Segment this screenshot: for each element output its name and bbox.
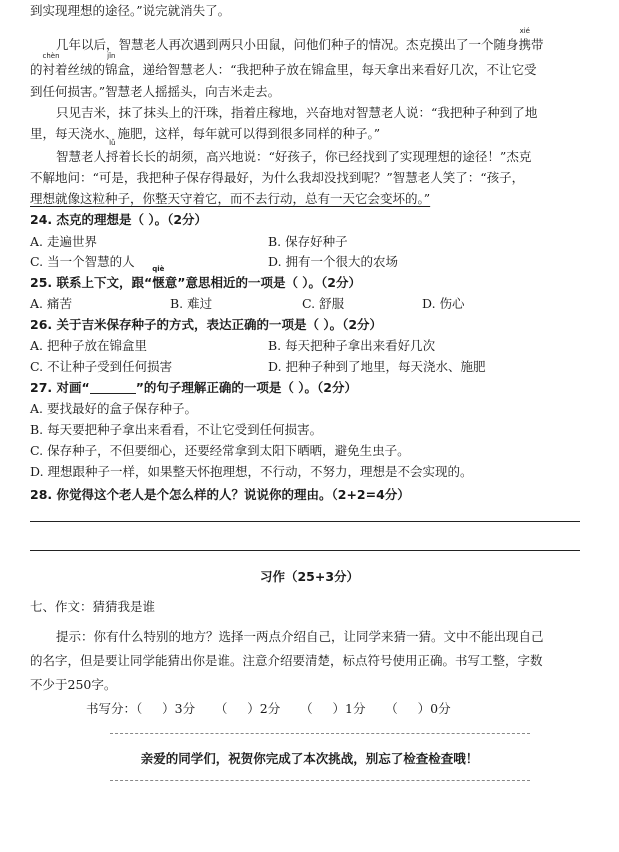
writing-tip: 不少于250字。 xyxy=(30,677,117,692)
option-a: A. 要找最好的盒子保存种子。 xyxy=(30,401,197,416)
ruby-char: chèn 衬 xyxy=(42,52,60,77)
ruby-char: jǐn 锦 xyxy=(105,52,118,77)
question-27: 27. 对画“ ”的句子理解正确的一项是（ ）。（2分） xyxy=(30,380,357,395)
option-c: C. 当一个智慧的人 xyxy=(30,254,135,269)
story-line: 几年以后，智慧老人再次遇到两只小田鼠，问他们种子的情况。杰克摸出了一个随身 xié 携带 xyxy=(56,27,544,52)
writing-tip: 提示：你有什么特别的地方？选择一两点介绍自己，让同学来猜一猜。文中不能出现自己 xyxy=(56,629,544,644)
option-b: B. 每天要把种子拿出来看看，不让它受到任何损害。 xyxy=(30,422,323,437)
story-line: 不解地问：“可是，我把种子保存得最好，为什么我却没找到呢？”智慧老人笑了：“孩子， xyxy=(30,170,525,185)
question-28: 28. 你觉得这个老人是个怎么样的人？说说你的理由。（2+2=4分） xyxy=(30,487,410,502)
story-line: 里，每天浇水、施肥，这样，每年就可以得到很多同样的种子。” xyxy=(30,126,381,141)
story-line: 到任何损害。”智慧老人摇摇头，向吉米走去。 xyxy=(30,84,281,99)
blank-line xyxy=(90,381,136,394)
option-a: A. 走遍世界 xyxy=(30,234,97,249)
ruby-char: lǚ 捋 xyxy=(106,139,119,164)
option-b: B. 难过 xyxy=(170,296,213,311)
story-line: 到实现理想的途径。”说完就消失了。 xyxy=(30,3,231,18)
handwriting-score: 书写分：（ ）3分 （ ）2分 （ ）1分 （ ）0分 xyxy=(86,701,451,716)
underlined-sentence: 理想就像这粒种子，你整天守着它，而不去行动，总有一天它会变坏的。” xyxy=(30,191,431,206)
option-d: D. 理想跟种子一样，如果整天怀抱理想，不行动，不努力，理想是不会实现的。 xyxy=(30,464,473,479)
question-24: 24. 杰克的理想是（ ）。（2分） xyxy=(30,212,208,227)
story-line: 智慧老人 lǚ 捋着长长的胡须，高兴地说：“好孩子，你已经找到了实现理想的途径！”杰克 xyxy=(56,139,532,164)
option-a: A. 把种子放在锦盒里 xyxy=(30,338,147,353)
dashed-divider xyxy=(110,733,530,734)
question-26: 26. 关于吉米保存种子的方式，表达正确的一项是（ ）。（2分） xyxy=(30,317,383,332)
story-line: 只见吉米，抹了抹头上的汗珠，指着庄稼地，兴奋地对智慧老人说：“我把种子种到了地 xyxy=(56,105,538,120)
option-b: B. 保存好种子 xyxy=(268,234,348,249)
option-d: D. 把种子种到了地里，每天浇水、施肥 xyxy=(268,359,486,374)
ruby-word: qiè 惬意 xyxy=(152,265,178,290)
writing-task: 七、作文：猜猜我是谁 xyxy=(30,599,156,614)
answer-line xyxy=(30,550,580,551)
option-b: B. 每天把种子拿出来看好几次 xyxy=(268,338,436,353)
option-a: A. 痛苦 xyxy=(30,296,72,311)
writing-tip: 的名字，但是要让同学能猜出你是谁。注意介绍要清楚，标点符号使用正确。书写工整，字数 xyxy=(30,653,543,668)
closing-message: 亲爱的同学们，祝贺你完成了本次挑战，别忘了检查检查哦！ xyxy=(140,751,479,766)
answer-line xyxy=(30,521,580,522)
ruby-char: xié 携 xyxy=(518,27,532,52)
option-d: D. 伤心 xyxy=(422,296,465,311)
option-c: C. 不让种子受到任何损害 xyxy=(30,359,173,374)
option-c: C. 舒服 xyxy=(302,296,345,311)
dashed-divider xyxy=(110,780,530,781)
question-25: 25. 联系上下文，跟“ qiè 惬意”意思相近的一项是（ ）。（2分） xyxy=(30,265,361,290)
option-d: D. 拥有一个很大的农场 xyxy=(268,254,399,269)
section-heading: 习作（25+3分） xyxy=(259,569,360,584)
option-c: C. 保存种子，不但要细心，还要经常拿到太阳下晒晒，避免生虫子。 xyxy=(30,443,410,458)
story-line: 的 chèn 衬着丝绒的 jǐn 锦盒，递给智慧老人：“我把种子放在锦盒里，每天拿出来看好几次，不让它受 xyxy=(30,52,537,77)
